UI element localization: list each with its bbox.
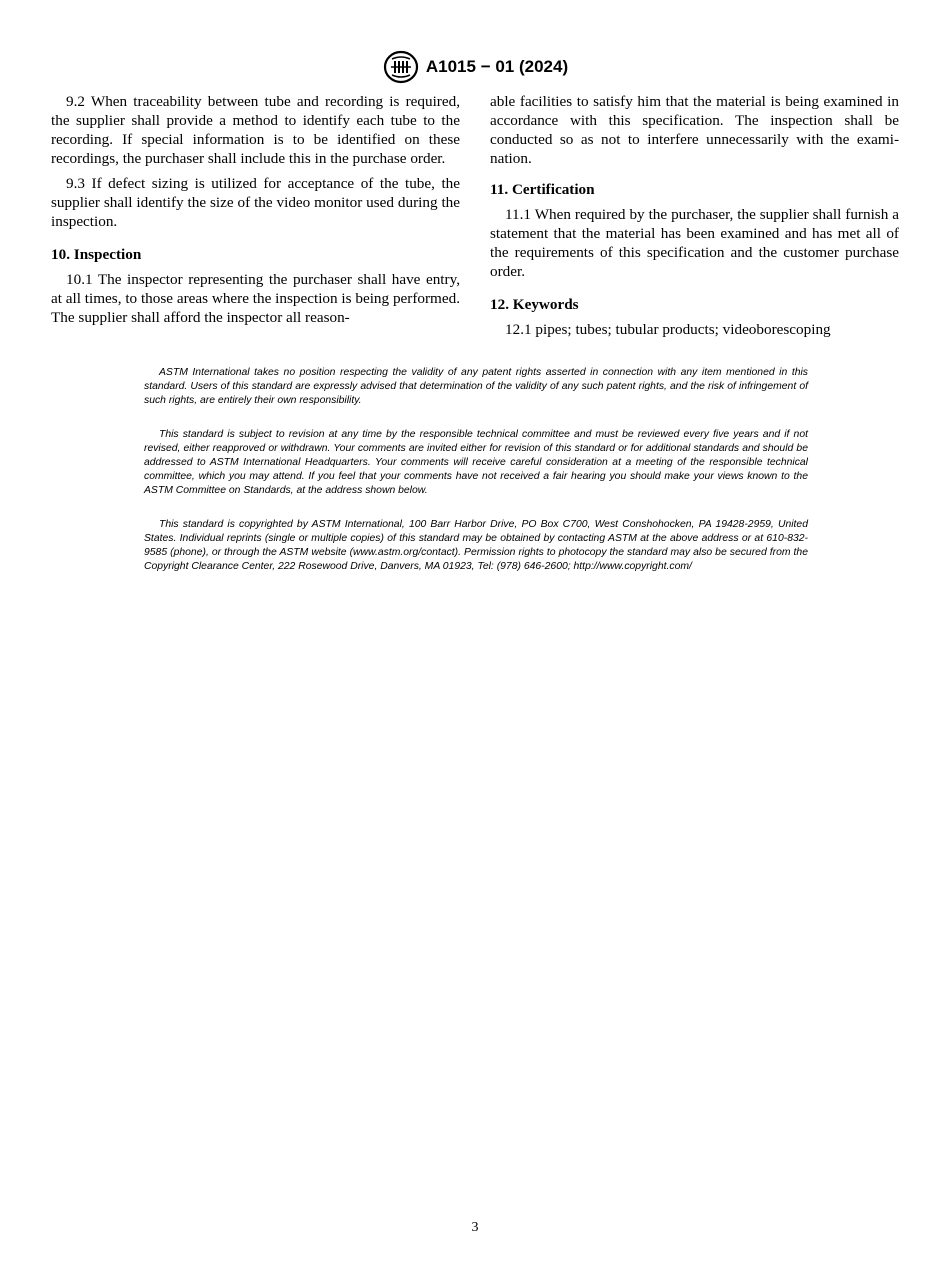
paragraph-10-1: 10.1 The inspector representing the purchaser shall have entry, at all times, to those areas where the inspection is being performed. The supplier shall afford the inspector all reason- bbox=[51, 271, 460, 326]
right-column bbox=[490, 92, 899, 345]
paragraph-11-1: 11.1 When required by the purchaser, the supplier shall furnish a statement that the material has been examined and has met all of the requirements of this specification and the customer purchase order. bbox=[490, 206, 899, 280]
paragraph-9-3: 9.3 If defect sizing is utilized for acceptance of the tube, the supplier shall identify the size of the video monitor used during the inspection. bbox=[51, 175, 460, 230]
page-number: 3 bbox=[471, 1220, 479, 1235]
left-column bbox=[51, 92, 460, 333]
paragraph-9-2: 9.2 When traceability between tube and recording is required, the supplier shall provide a method to identify each tube to the recording. If special information is to be identified on these recordings, the purchaser shall include this in the purchase order. bbox=[51, 93, 460, 167]
paragraph-10-1-continued: able facilities to satisfy him that the material is being examined in accordance with this specification. The inspection shall be conducted so as not to interfere unnecessarily with the exami-nation. bbox=[490, 93, 899, 167]
section-heading-inspection: 10. Inspection bbox=[51, 246, 142, 263]
revision-notice: This standard is subject to revision at any time by the responsible technical committee and must be reviewed every five years and if not revised, either reapproved or withdrawn. Your comments are invited either for revision of this standard or for additional standards and should be addressed to ASTM International Headquarters. Your comments will receive careful consideration at a meeting of the responsible technical committee, which you may attend. If you feel that your comments have not received a fair hearing you should make your views known to the ASTM Committee on Standards, at the address shown below. bbox=[144, 429, 808, 496]
section-heading-keywords: 12. Keywords bbox=[490, 296, 579, 313]
page-header bbox=[0, 50, 950, 84]
astm-logo bbox=[382, 50, 420, 84]
paragraph-12-1: 12.1 pipes; tubes; tubular products; videoborescoping bbox=[505, 321, 831, 338]
copyright-notice: This standard is copyrighted by ASTM International, 100 Barr Harbor Drive, PO Box C700, West Conshohocken, PA 19428-2959, United States. Individual reprints (single or multiple copies) of this standard may be obtained by contacting ASTM at the above address or at 610-832-9585 (phone), or through the ASTM website (www.astm.org/contact). Permission rights to photocopy the standard may also be secured from the Copyright Clearance Center, 222 Rosewood Drive, Danvers, MA 01923, Tel: (978) 646-2600; http://www.copyright.com/ bbox=[144, 519, 808, 572]
patent-notice: ASTM International takes no position respecting the validity of any patent rights asserted in connection with any item mentioned in this standard. Users of this standard are expressly advised that determination of the validity of any such patent rights, and the risk of infringement of such rights, are entirely their own responsibility. bbox=[144, 367, 808, 406]
section-heading-certification: 11. Certification bbox=[490, 181, 595, 198]
document-designation: A1015 − 01 (2024) bbox=[425, 57, 569, 76]
astm-notices bbox=[144, 366, 808, 594]
